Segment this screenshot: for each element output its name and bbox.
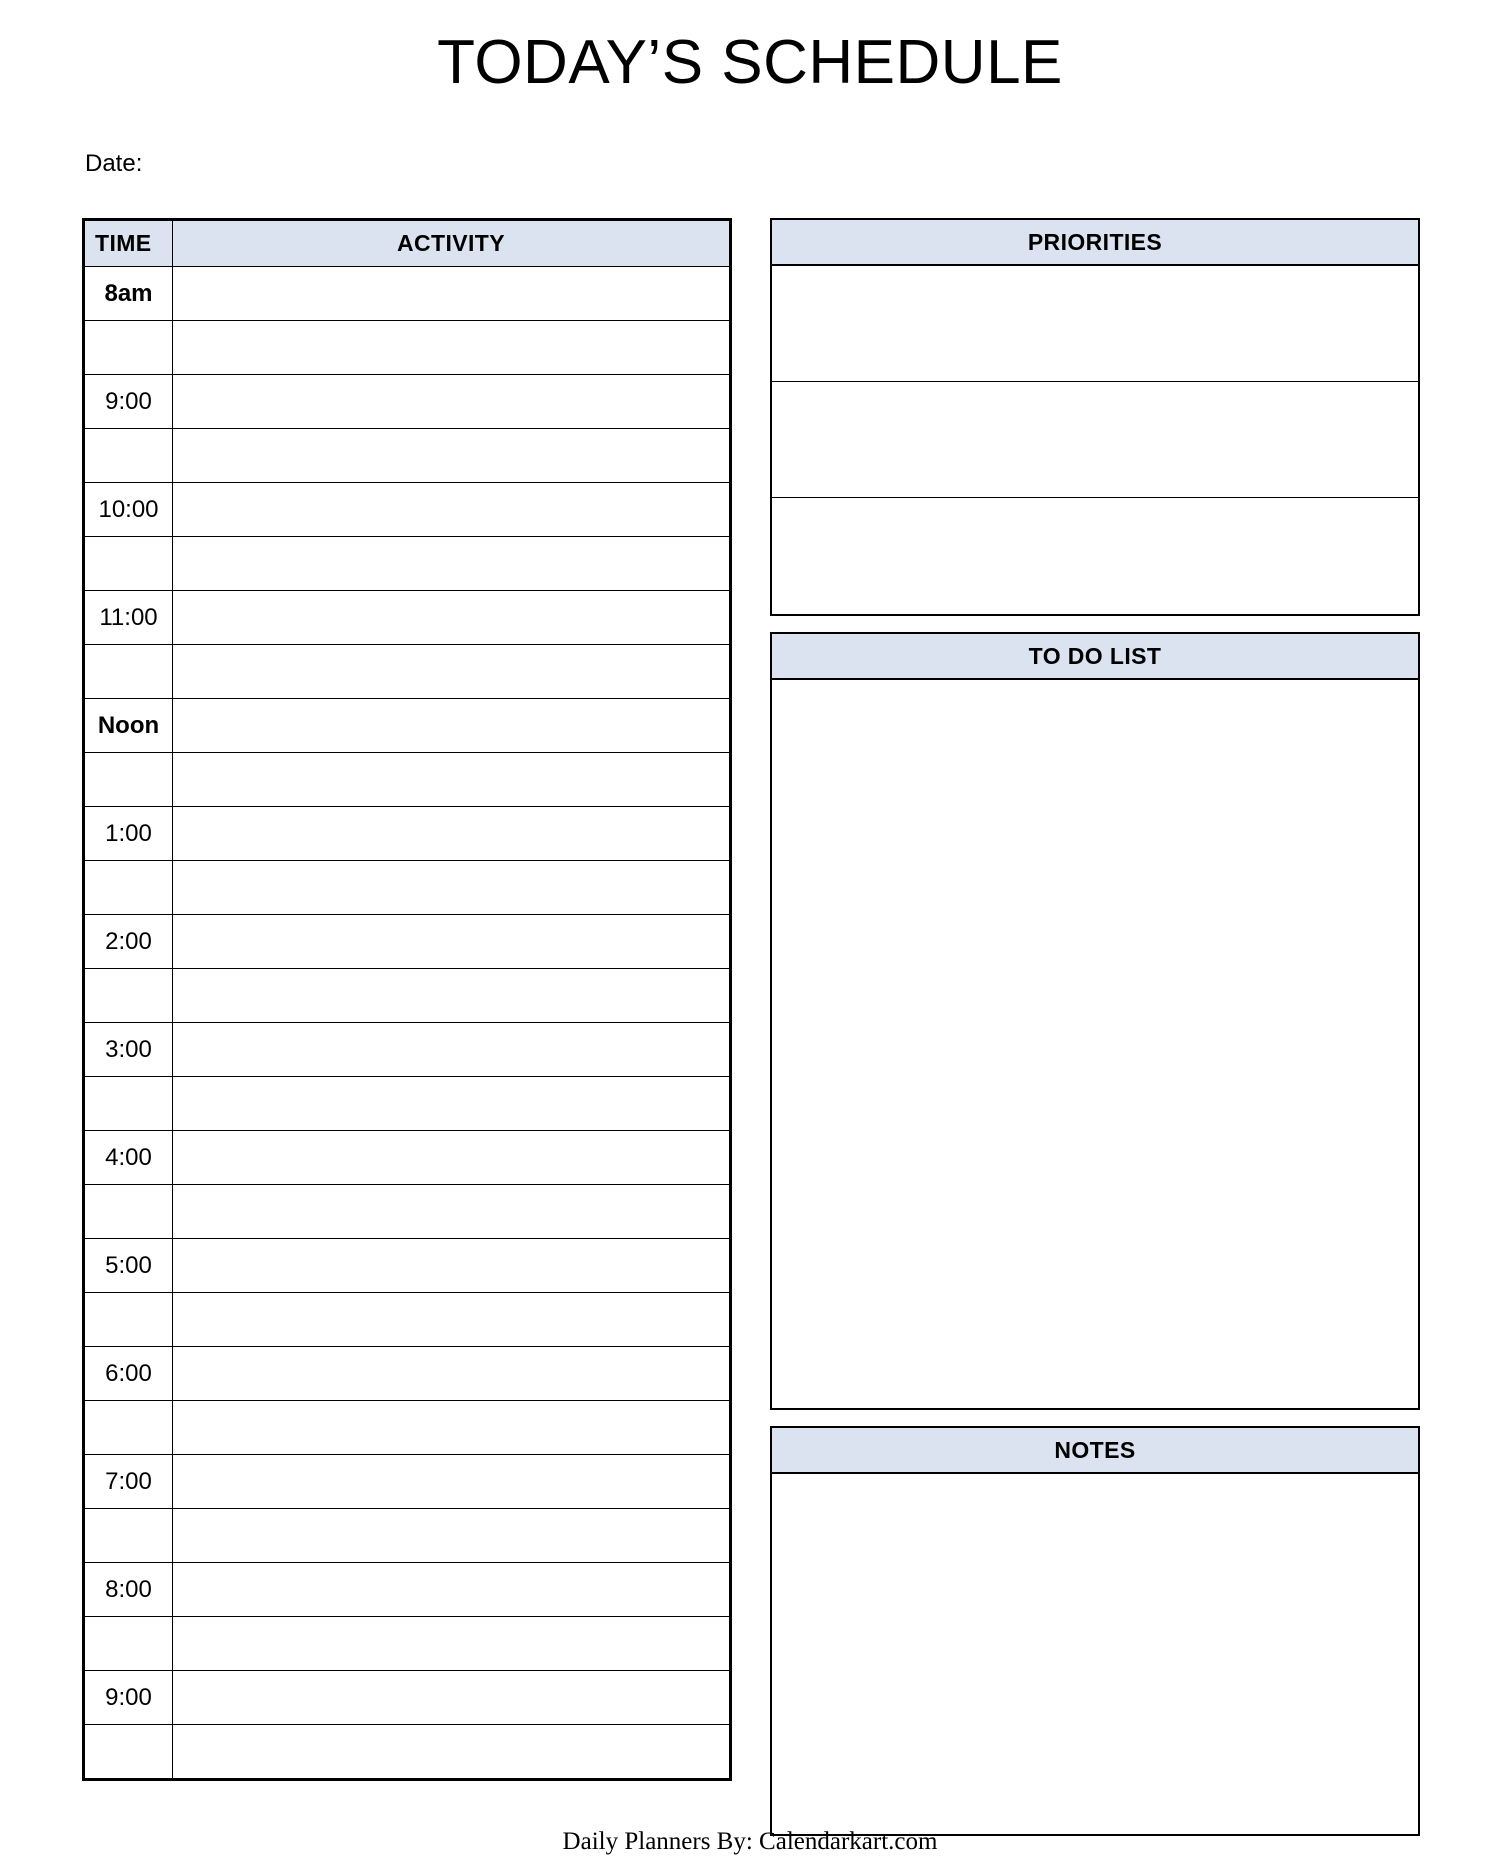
date-label: Date: (85, 150, 143, 177)
table-row (85, 483, 730, 537)
todo-input[interactable] (772, 680, 1418, 1408)
time-label: 6:00 (85, 1347, 173, 1401)
table-row (85, 1023, 730, 1077)
todo-title: TO DO LIST (772, 634, 1418, 680)
priority-input[interactable] (772, 266, 1418, 382)
time-label (85, 537, 173, 591)
activity-input[interactable] (173, 1401, 730, 1455)
time-label (85, 1077, 173, 1131)
activity-input[interactable] (173, 915, 730, 969)
table-row (85, 375, 730, 429)
activity-input[interactable] (173, 807, 730, 861)
time-label (85, 645, 173, 699)
activity-input[interactable] (173, 1293, 730, 1347)
time-label: 9:00 (85, 1671, 173, 1725)
table-row (85, 645, 730, 699)
activity-input[interactable] (173, 1347, 730, 1401)
time-label: 3:00 (85, 1023, 173, 1077)
notes-input[interactable] (772, 1474, 1418, 1834)
activity-input[interactable] (173, 1563, 730, 1617)
time-label (85, 1185, 173, 1239)
time-label: 11:00 (85, 591, 173, 645)
activity-input[interactable] (173, 375, 730, 429)
activity-input[interactable] (173, 537, 730, 591)
activity-input[interactable] (173, 1725, 730, 1779)
page-title: TODAY’S SCHEDULE (437, 28, 1063, 97)
activity-input[interactable] (173, 861, 730, 915)
time-label (85, 1401, 173, 1455)
table-row (85, 1563, 730, 1617)
priorities-body (772, 266, 1418, 614)
column-header-activity: ACTIVITY (173, 221, 730, 267)
activity-input[interactable] (173, 1509, 730, 1563)
table-row (85, 1131, 730, 1185)
time-label (85, 861, 173, 915)
activity-input[interactable] (173, 753, 730, 807)
table-row (85, 1509, 730, 1563)
column-header-time: TIME (85, 221, 173, 267)
activity-input[interactable] (173, 1185, 730, 1239)
activity-input[interactable] (173, 429, 730, 483)
priorities-panel (770, 218, 1420, 616)
table-row (85, 1455, 730, 1509)
table-row (85, 807, 730, 861)
table-row (85, 915, 730, 969)
activity-input[interactable] (173, 591, 730, 645)
schedule-table (82, 218, 732, 1781)
time-label: 4:00 (85, 1131, 173, 1185)
time-label: 8am (85, 267, 173, 321)
table-row (85, 1347, 730, 1401)
time-label (85, 1725, 173, 1779)
table-row (85, 321, 730, 375)
date-row (85, 150, 142, 178)
table-row (85, 1671, 730, 1725)
time-label: 2:00 (85, 915, 173, 969)
priority-input[interactable] (772, 498, 1418, 614)
time-label (85, 1293, 173, 1347)
activity-input[interactable] (173, 321, 730, 375)
table-row (85, 753, 730, 807)
notes-panel (770, 1426, 1420, 1836)
right-column (770, 218, 1420, 1836)
time-label (85, 429, 173, 483)
table-row (85, 1401, 730, 1455)
table-row (85, 591, 730, 645)
activity-input[interactable] (173, 1455, 730, 1509)
activity-input[interactable] (173, 1131, 730, 1185)
table-row (85, 429, 730, 483)
table-row (85, 1239, 730, 1293)
time-label: 8:00 (85, 1563, 173, 1617)
table-row (85, 267, 730, 321)
todo-panel (770, 632, 1420, 1410)
planner-body (82, 218, 1420, 1836)
table-row (85, 1293, 730, 1347)
activity-input[interactable] (173, 969, 730, 1023)
priority-input[interactable] (772, 382, 1418, 498)
footer-credit: Daily Planners By: Calendarkart.com (562, 1828, 938, 1855)
activity-input[interactable] (173, 267, 730, 321)
table-row (85, 1185, 730, 1239)
time-label: 5:00 (85, 1239, 173, 1293)
activity-input[interactable] (173, 483, 730, 537)
activity-input[interactable] (173, 1617, 730, 1671)
priorities-title: PRIORITIES (772, 220, 1418, 266)
time-label (85, 321, 173, 375)
notes-title: NOTES (772, 1428, 1418, 1474)
table-row (85, 1077, 730, 1131)
time-label: 9:00 (85, 375, 173, 429)
time-label: 10:00 (85, 483, 173, 537)
table-row (85, 699, 730, 753)
time-label: Noon (85, 699, 173, 753)
table-row (85, 861, 730, 915)
activity-input[interactable] (173, 1077, 730, 1131)
activity-input[interactable] (173, 699, 730, 753)
activity-input[interactable] (173, 645, 730, 699)
activity-input[interactable] (173, 1671, 730, 1725)
time-label (85, 753, 173, 807)
activity-input[interactable] (173, 1239, 730, 1293)
time-label (85, 1509, 173, 1563)
time-label: 7:00 (85, 1455, 173, 1509)
activity-input[interactable] (173, 1023, 730, 1077)
time-label: 1:00 (85, 807, 173, 861)
time-label (85, 1617, 173, 1671)
table-row (85, 537, 730, 591)
table-row (85, 1617, 730, 1671)
table-row (85, 1725, 730, 1779)
time-label (85, 969, 173, 1023)
table-row (85, 969, 730, 1023)
two-column-layout (82, 218, 1420, 1836)
schedule-header-row (85, 221, 730, 267)
